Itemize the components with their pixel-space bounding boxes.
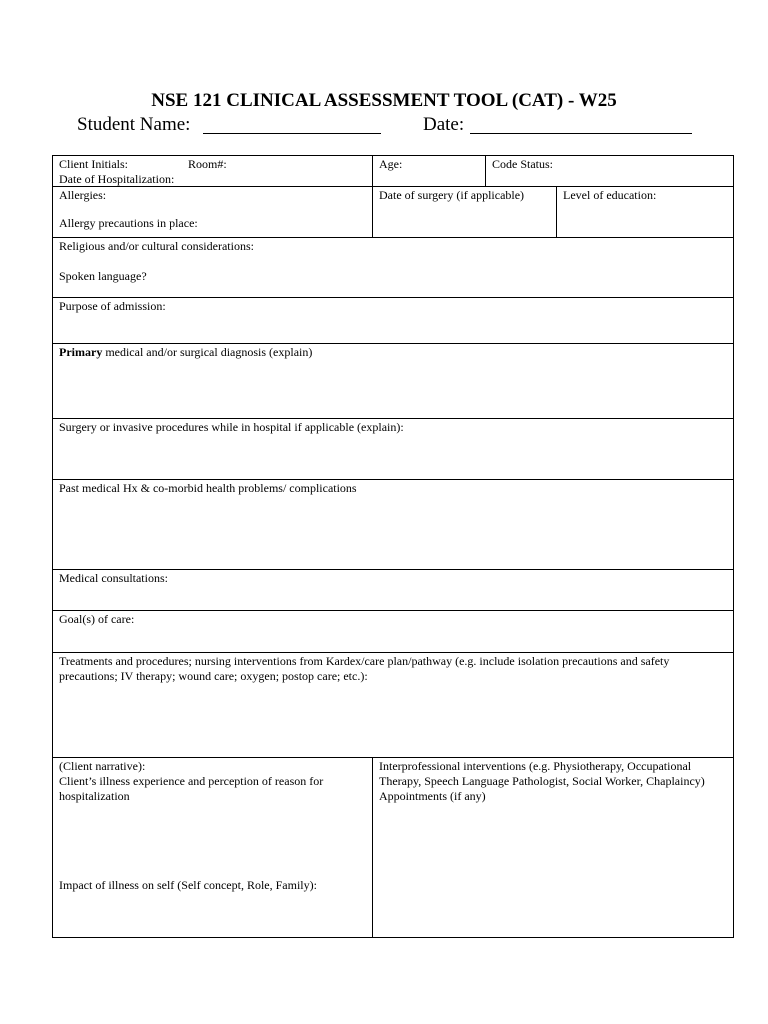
date-label: Date: xyxy=(423,114,465,135)
religious-cell[interactable] xyxy=(52,237,734,298)
goals-label: Goal(s) of care: xyxy=(59,612,135,626)
religious-label: Religious and/or cultural considerations: xyxy=(59,239,254,253)
narrative-text: Client’s illness experience and perception of reason for hospitalization xyxy=(59,774,324,803)
treatments-label: Treatments and procedures; nursing interventions from Kardex/care plan/pathway (e.g. include isolation precautions and safety precautions; IV therapy; wound care; oxygen; postop care; etc.): xyxy=(59,654,670,683)
education-cell[interactable] xyxy=(556,186,734,238)
interprofessional-label: Interprofessional interventions (e.g. Physiotherapy, Occupational Therapy, Speech Language Pathologist, Social Worker, Chaplaincy) Appointments (if any) xyxy=(379,759,705,803)
primary-diagnosis-cell[interactable] xyxy=(52,343,734,419)
allergies-cell[interactable] xyxy=(52,186,373,238)
consultations-cell[interactable] xyxy=(52,569,734,611)
date-surgery-label: Date of surgery (if applicable) xyxy=(379,188,525,202)
client-narrative-cell[interactable] xyxy=(52,757,373,938)
past-medical-label: Past medical Hx & co-morbid health problems/ complications xyxy=(59,481,357,495)
impact-label: Impact of illness on self (Self concept, Role, Family): xyxy=(59,878,317,892)
consultations-label: Medical consultations: xyxy=(59,571,168,585)
surgery-cell[interactable] xyxy=(52,418,734,480)
primary-label-text: medical and/or surgical diagnosis (explain) xyxy=(102,345,313,359)
purpose-label: Purpose of admission: xyxy=(59,299,166,313)
narrative-title: (Client narrative): xyxy=(59,759,146,773)
education-label: Level of education: xyxy=(563,188,657,202)
page-title: NSE 121 CLINICAL ASSESSMENT TOOL (CAT) - W25 xyxy=(151,90,617,111)
spoken-language-label: Spoken language? xyxy=(59,269,147,283)
surgery-label: Surgery or invasive procedures while in hospital if applicable (explain): xyxy=(59,420,404,434)
room-label: Room#: xyxy=(188,157,227,171)
student-name-field[interactable] xyxy=(203,133,381,134)
purpose-cell[interactable] xyxy=(52,297,734,344)
client-info-cell[interactable] xyxy=(52,155,373,187)
code-status-cell[interactable] xyxy=(485,155,734,187)
client-initials-label: Client Initials: xyxy=(59,157,128,171)
code-status-label: Code Status: xyxy=(492,157,554,171)
age-cell[interactable] xyxy=(372,155,486,187)
date-hospitalization-label: Date of Hospitalization: xyxy=(59,172,175,186)
date-field[interactable] xyxy=(470,133,692,134)
student-name-label: Student Name: xyxy=(77,114,191,135)
age-label: Age: xyxy=(379,157,403,171)
date-surgery-cell[interactable] xyxy=(372,186,557,238)
allergy-precautions-label: Allergy precautions in place: xyxy=(59,216,198,230)
goals-cell[interactable] xyxy=(52,610,734,653)
allergies-label: Allergies: xyxy=(59,188,107,202)
primary-label-bold: Primary xyxy=(59,345,103,359)
treatments-cell[interactable] xyxy=(52,652,734,758)
interprofessional-cell[interactable] xyxy=(372,757,734,938)
past-medical-cell[interactable] xyxy=(52,479,734,570)
